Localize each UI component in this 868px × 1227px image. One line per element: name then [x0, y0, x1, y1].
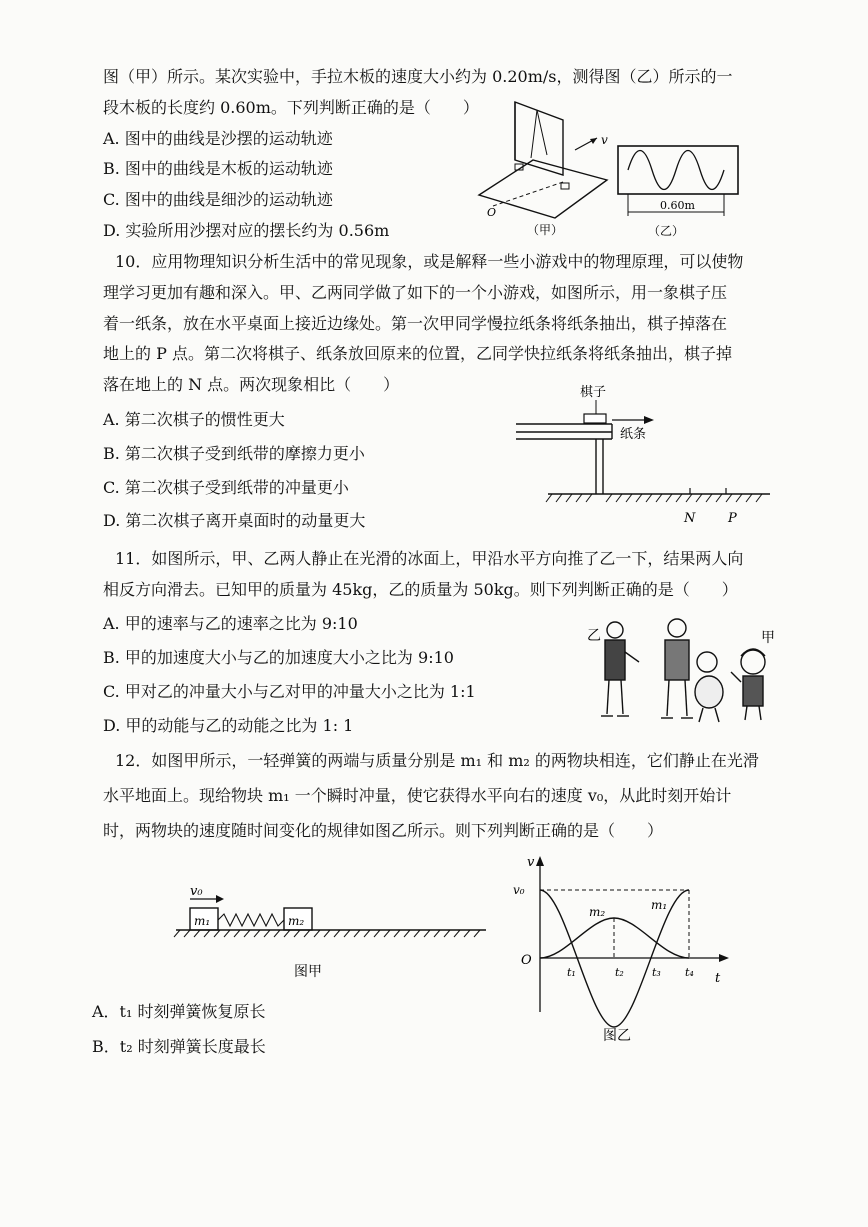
- q9-fig-o-label: O: [487, 206, 497, 219]
- q10-option-b: B. 第二次棋子受到纸带的摩擦力更小: [103, 444, 365, 463]
- q12-option-a: A．t₁ 时刻弹簧恢复原长: [92, 1002, 266, 1021]
- q9-option-b: B. 图中的曲线是木板的运动轨迹: [103, 159, 333, 178]
- q9-fig-length-label: 0.60m: [660, 199, 695, 212]
- q10-line-2: 理学习更加有趣和深入。甲、乙两同学做了如下的一个小游戏，如图所示，用一象棋子压: [103, 283, 728, 302]
- q10-option-a: A. 第二次棋子的惯性更大: [103, 410, 285, 429]
- q9-fig-v-label: v: [601, 133, 608, 147]
- graph-v-label: v: [527, 855, 535, 870]
- graph-t2-label: t₂: [615, 966, 624, 979]
- q11-fig-jia-label: 甲: [761, 630, 775, 646]
- q11-fig-yi-label: 乙: [587, 628, 601, 644]
- graph-o-label: O: [521, 953, 532, 968]
- q11-option-c: C. 甲对乙的冲量大小与乙对甲的冲量大小之比为 1:1: [103, 682, 476, 701]
- q9-option-d: D. 实验所用沙摆对应的摆长约为 0.56m: [103, 221, 390, 240]
- q12-fig-v0-label: v₀: [190, 884, 203, 899]
- q10-fig-paper-label: 纸条: [620, 427, 647, 442]
- graph-t4-label: t₄: [685, 966, 694, 979]
- q12-fig-yi-caption: 图乙: [603, 1028, 631, 1044]
- q9-fig-yi-caption: （乙）: [648, 224, 685, 238]
- q11-option-d: D. 甲的动能与乙的动能之比为 1: 1: [103, 716, 354, 735]
- q12-line-3: 时，两物块的速度随时间变化的规律如图乙所示。则下列判断正确的是（ ）: [103, 821, 664, 840]
- q9-line-1: 图（甲）所示。某次实验中，手拉木板的速度大小约为 0.20m/s，测得图（乙）所示的一: [103, 67, 733, 86]
- q11-line-1: 11．如图所示，甲、乙两人静止在光滑的冰面上，甲沿水平方向推了乙一下，结果两人向: [115, 549, 744, 568]
- q11-line-2: 相反方向滑去。已知甲的质量为 45kg，乙的质量为 50kg。则下列判断正确的是（ ）: [103, 580, 738, 599]
- q12-option-b: B．t₂ 时刻弹簧长度最长: [92, 1037, 266, 1056]
- q10-option-d: D. 第二次棋子离开桌面时的动量更大: [103, 511, 366, 530]
- graph-t-label: t: [715, 971, 721, 986]
- q9-option-c: C. 图中的曲线是细沙的运动轨迹: [103, 190, 333, 209]
- q10-line-1: 10．应用物理知识分析生活中的常见现象，或是解释一些小游戏中的物理原理，可以使物: [115, 252, 744, 271]
- q9-fig-jia-caption: （甲）: [527, 223, 564, 237]
- q9-figure-yi: [612, 140, 742, 240]
- q10-line-4: 地上的 P 点。第二次将棋子、纸条放回原来的位置，乙同学快拉纸条将纸条抽出，棋子掉: [103, 344, 732, 363]
- q12-fig-m2-label: m₂: [288, 914, 305, 928]
- q10-fig-n-label: N: [684, 511, 696, 526]
- q11-figure-skaters: [585, 612, 785, 732]
- q9-line-2: 段木板的长度约 0.60m。下列判断正确的是（ ）: [103, 98, 479, 117]
- q10-fig-p-label: P: [728, 511, 737, 526]
- graph-t3-label: t₃: [652, 966, 661, 979]
- graph-v0-label: v₀: [513, 883, 525, 897]
- graph-t1-label: t₁: [567, 966, 576, 979]
- q12-figure-yi-graph: [505, 852, 735, 1052]
- q10-figure: [508, 380, 778, 530]
- q10-line-5: 落在地上的 N 点。两次现象相比（ ）: [103, 375, 400, 394]
- q12-fig-m1-label: m₁: [194, 914, 211, 928]
- q11-option-b: B. 甲的加速度大小与乙的加速度大小之比为 9:10: [103, 648, 454, 667]
- q12-line-1: 12．如图甲所示，一轻弹簧的两端与质量分别是 m₁ 和 m₂ 的两物块相连，它们静止在光滑: [115, 751, 759, 770]
- q10-line-3: 着一纸条，放在水平桌面上接近边缘处。第一次甲同学慢拉纸条将纸条抽出，棋子掉落在: [103, 314, 728, 333]
- graph-m1-label: m₁: [651, 898, 668, 912]
- q11-option-a: A. 甲的速率与乙的速率之比为 9:10: [103, 614, 358, 633]
- q10-fig-piece-label: 棋子: [580, 385, 607, 400]
- q12-line-2: 水平地面上。现给物块 m₁ 一个瞬时冲量，使它获得水平向右的速度 v₀，从此时刻开始计: [103, 786, 732, 805]
- q12-figure-jia: [170, 878, 490, 988]
- q9-option-a: A. 图中的曲线是沙摆的运动轨迹: [103, 129, 333, 148]
- graph-m2-label: m₂: [589, 905, 606, 919]
- q12-fig-jia-caption: 图甲: [294, 964, 322, 980]
- q10-option-c: C. 第二次棋子受到纸带的冲量更小: [103, 478, 349, 497]
- q9-figure-jia: [475, 100, 615, 240]
